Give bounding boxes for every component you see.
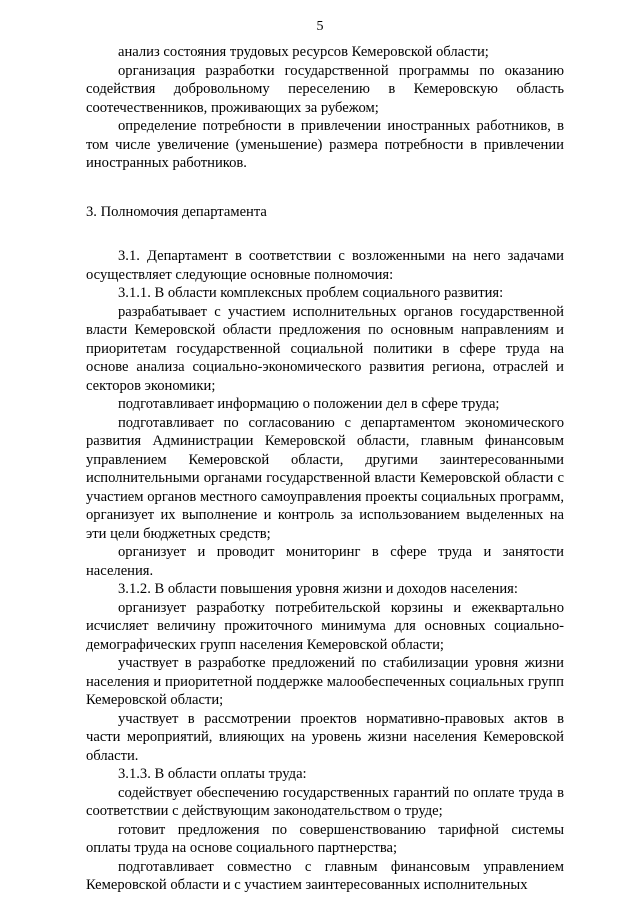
paragraph: организует и проводит мониторинг в сфере труда и занятости населения.: [86, 544, 564, 579]
paragraph: готовит предложения по совершенствованию тарифной системы оплаты труда на основе социального партнерства;: [86, 821, 564, 856]
paragraph: разрабатывает с участием исполнительных органов государственной власти Кемеровской области предложения по основным направлениям и приоритетам государственной социальной политики в сфере труда на основе анализа социально-экономического развития региона, отраслей и секторов экономики;: [86, 303, 564, 394]
paragraph: организует разработку потребительской корзины и ежеквартально исчисляет величину прожиточного минимума для основных социально-демографических групп населения Кемеровской области;: [86, 599, 564, 653]
subsection-heading: 3.1.2. В области повышения уровня жизни и доходов населения:: [118, 581, 518, 597]
subsection-heading: 3.1.3. В области оплаты труда:: [118, 766, 307, 782]
paragraph: участвует в рассмотрении проектов нормативно-правовых актов в части мероприятий, влияющих на уровень жизни населения Кемеровской области.: [86, 710, 564, 764]
page-number: 5: [316, 19, 324, 34]
paragraph: 3.1. Департамент в соответствии с возложенными на него задачами осуществляет следующие основные полномочия:: [86, 248, 564, 283]
document-body: [86, 43, 564, 895]
section-heading: 3. Полномочия департамента: [86, 203, 267, 220]
paragraph: подготавливает совместно с главным финансовым управлением Кемеровской области и с участием заинтересованных исполнительных: [86, 858, 564, 893]
paragraph: содействует обеспечению государственных гарантий по оплате труда в соответствии с действующим законодательством о труде;: [86, 784, 564, 819]
paragraph: подготавливает информацию о положении дел в сфере труда;: [118, 396, 500, 412]
paragraph: подготавливает по согласованию с департаментом экономического развития Администрации Кемеровской области, главным финансовым управлением Кемеровской области, другими заинтересованными исполнительными органами государственной власти Кемеровской области с участием органов местного самоуправления проекты социальных программ, организует их выполнение и контроль за использованием выделенных на эти цели бюджетных средств;: [86, 414, 564, 542]
paragraph: участвует в разработке предложений по стабилизации уровня жизни населения и приоритетной поддержке малообеспеченных социальных групп Кемеровской области;: [86, 655, 564, 708]
paragraph: организация разработки государственной программы по оказанию содействия добровольному переселению в Кемеровскую область соотечественников, проживающих за рубежом;: [86, 62, 564, 116]
paragraph: определение потребности в привлечении иностранных работников, в том числе увеличение (уменьшение) размера потребности в привлечении иностранных работников.: [86, 118, 564, 171]
subsection-heading: 3.1.1. В области комплексных проблем социального развития:: [118, 285, 504, 301]
paragraph: анализ состояния трудовых ресурсов Кемеровской области;: [118, 44, 489, 60]
